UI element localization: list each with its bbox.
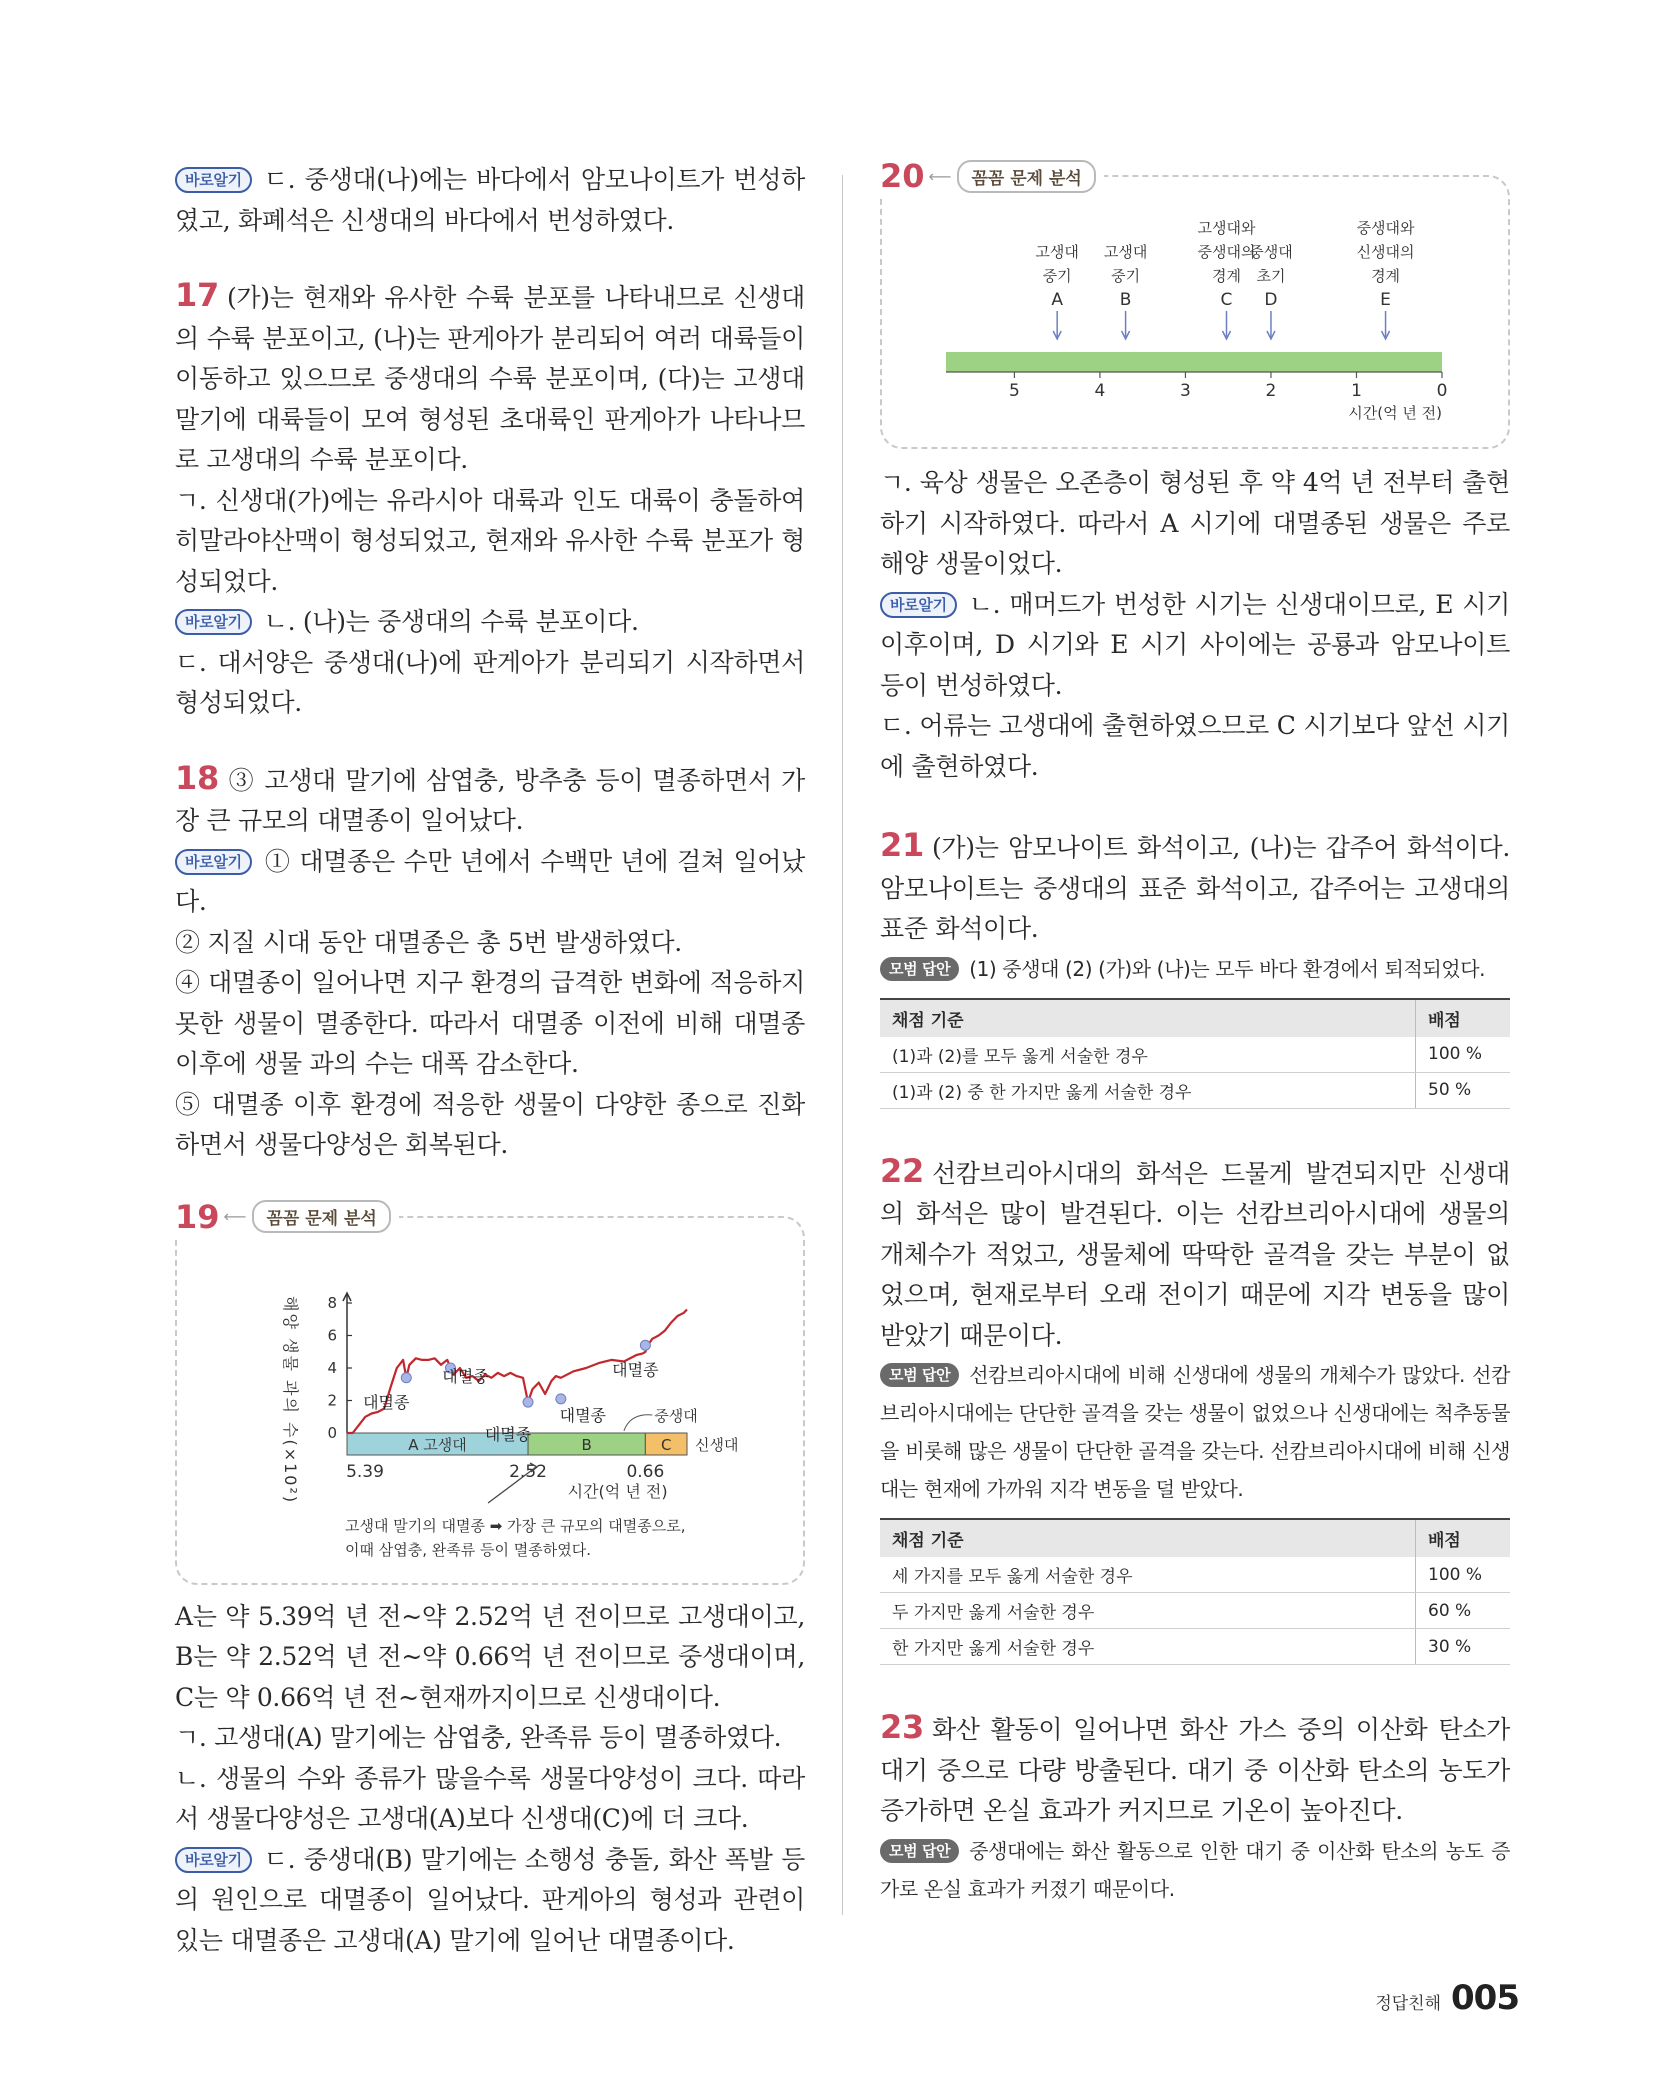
analysis-label: 꼼꼼 문제 분석 [957,160,1095,193]
criteria-cell: (1)과 (2)를 모두 옳게 서술한 경우 [880,1037,1416,1073]
extinction-label: 대멸종 [559,1405,607,1425]
criteria-cell: (1)과 (2) 중 한 가지만 옳게 서술한 경우 [880,1072,1416,1108]
marker-letter: D [1264,290,1278,310]
x-tick-label: 0.66 [626,1461,665,1482]
question-number: 19 [175,1197,220,1236]
points-cell: 100 % [1416,1037,1511,1073]
q23-intro: 23 화산 활동이 일어나면 화산 가스 중의 이산화 탄소가 대기 중으로 다량 방출된다. 대기 중 이산화 탄소의 농도가 증가하면 온실 효과가 커지므로 기온이 높아진다. [880,1708,1510,1825]
q18-option-4: ④ 대멸종이 일어나면 지구 환경의 급격한 변화에 적응하지 못한 생물이 멸종한다. 따라서 대멸종 이전에 비해 대멸종 이후에 생물 과의 수는 대폭 감소한다. [175,968,805,1078]
table-row [880,1593,1510,1629]
marker-letter: C [1220,290,1233,310]
era-mesozoic-label: 중생대 [654,1406,698,1425]
q18-intro: 18 ③ 고생대 말기에 삼엽충, 방추충 등이 멸종하면서 가장 큰 규모의 대멸종이 일어났다. [175,758,805,835]
extinction-point [640,1340,650,1350]
points-header: 배점 [1416,1519,1511,1557]
question-number: 17 [175,276,219,314]
q19-analysis-box [175,1197,805,1585]
correction-tag: 바로알기 [175,849,252,875]
y-tick-label: 6 [327,1326,337,1344]
q18-option-2: ② 지질 시대 동안 대멸종은 총 5번 발생하였다. [175,927,682,957]
marker-caption: 중기 [1111,267,1141,285]
footer-label: 정답친해 [1375,1994,1442,2014]
marker-caption: 초기 [1256,267,1286,285]
table-row [880,1557,1510,1593]
timeline-axis-label: 시간(억 년 전) [1348,404,1442,422]
y-tick-label: 8 [327,1293,337,1312]
page-footer [1375,1978,1519,2018]
x-axis-label: 시간(억 년 전) [567,1481,668,1501]
q20-option-d: ㄷ. 어류는 고생대에 출현하였으므로 C 시기보다 앞선 시기에 출현하였다. [880,711,1510,781]
correction-tag: 바로알기 [880,592,957,618]
y-tick-label: 0 [327,1423,337,1442]
q18-option-5: ⑤ 대멸종 이후 환경에 적응한 생물이 다양한 종으로 진화하면서 생물다양성은 회복된다. [175,1089,805,1159]
column-divider [842,175,843,1915]
timeline-tick-label: 0 [1436,381,1448,401]
q19-paragraph: A는 약 5.39억 년 전~약 2.52억 년 전이므로 고생대이고, B는 약 2.52억 년 전~약 0.66억 년 전이므로 중생대이며, C는 약 0.66억 년 전~현재까지이므로 신생대이다. [175,1601,805,1712]
note-line-1: 고생대 말기의 대멸종 ➡ 가장 큰 규모의 대멸종으로, [345,1516,686,1535]
era-segment-label: B [581,1435,592,1454]
extinction-label: 대멸종 [442,1366,489,1386]
era-segment-label: A 고생대 [408,1435,467,1454]
table-header-row [880,1519,1510,1557]
criteria-cell: 한 가지만 옳게 서술한 경우 [880,1629,1416,1665]
extinction-chart [177,1218,803,1579]
marker-caption: 중생대와 [1356,219,1415,237]
q20-option-g: ㄱ. 육상 생물은 오존층이 형성된 후 약 4억 년 전부터 출현하기 시작하였다. 따라서 A 시기에 대멸종된 생물은 주로 해양 생물이었다. [880,468,1510,578]
correction-tag: 바로알기 [175,609,252,635]
q17-option-n: 바로알기 ㄴ. (나)는 중생대의 수륙 분포이다. [175,602,805,643]
timeline-tick-label: 5 [1008,381,1020,401]
question-number: 23 [880,1708,924,1746]
timeline-tick-label: 4 [1094,381,1106,401]
analysis-label: 꼼꼼 문제 분석 [252,1200,390,1233]
model-answer-tag: 모범 답안 [880,957,959,981]
points-cell: 100 % [1416,1557,1511,1593]
marker-caption: 경계 [1371,267,1401,285]
correction-tag: 바로알기 [175,167,252,193]
q20-option-n: 바로알기 ㄴ. 매머드가 번성한 시기는 신생대이므로, E 시기 이후이며, D 시기와 E 시기 사이에는 공룡과 암모나이트 등이 번성하였다. [880,589,1510,700]
extinction-point [556,1393,566,1403]
question-number: 20 [880,157,925,195]
criteria-cell: 세 가지를 모두 옳게 서술한 경우 [880,1557,1416,1593]
extinction-point [401,1372,411,1382]
y-axis-label: 해양 생물 과의 수(×10²) [281,1295,300,1504]
marker-letter: A [1051,290,1063,310]
right-column [880,157,1510,1908]
points-cell: 50 % [1416,1072,1511,1108]
marker-caption: 신생대의 [1356,243,1415,261]
timeline-tick-label: 3 [1180,381,1191,401]
era-segment-label: C [660,1435,672,1454]
q23-model-answer: 모범 답안 중생대에는 화산 활동으로 인한 대기 중 이산화 탄소의 농도 증가로 온실 효과가 커졌기 때문이다. [880,1838,1510,1901]
x-tick-label: 5.39 [346,1461,384,1482]
marker-caption: 중생대의 [1197,243,1256,261]
mesozoic-pointer [624,1414,652,1430]
marker-caption: 중기 [1042,267,1072,285]
marker-letter: B [1119,290,1132,310]
extinction-label: 대멸종 [484,1424,532,1444]
correction-tag: 바로알기 [175,1847,252,1873]
q19-option-g: ㄱ. 고생대(A) 말기에는 삼엽충, 완족류 등이 멸종하였다. [175,1723,782,1752]
question-number: 21 [880,826,924,864]
timeline-tick-label: 1 [1351,381,1362,401]
era-cenozoic-label: 신생대 [695,1435,739,1454]
x-tick-label: 2.52 [509,1461,547,1482]
table-row [880,1037,1510,1073]
table-row [880,1072,1510,1108]
points-cell: 30 % [1416,1629,1511,1665]
model-answer-tag: 모범 답안 [880,1839,959,1863]
dash-icon: ⟵ [928,166,952,186]
note-line-2: 이때 삼엽충, 완족류 등이 멸종하였다. [345,1540,591,1559]
timeline-tick-label: 2 [1265,381,1277,401]
extinction-label: 대멸종 [612,1359,659,1379]
criteria-cell: 두 가지만 옳게 서술한 경우 [880,1593,1416,1629]
q19-option-d: 바로알기 ㄷ. 중생대(B) 말기에는 소행성 충돌, 화산 폭발 등의 원인으로 대멸종이 일어났다. 판게아의 형성과 관련이 있는 대멸종은 고생대(A) 말기에 일어난 대멸종이다. [175,1844,805,1955]
dash-icon: ⟵ [223,1207,247,1226]
table-row [880,1629,1510,1665]
timeline-bar [946,352,1442,372]
marker-caption: 고생대와 [1197,219,1256,237]
marker-caption: 중생대 [1249,243,1293,261]
q22-intro: 22 선캄브리아시대의 화석은 드물게 발견되지만 신생대의 화석은 많이 발견된다. 이는 선캄브리아시대에 생물의 개체수가 적었고, 생물체에 딱딱한 골격을 갖는 부분이 없었으며, 현재로부터 오래 전이기 때문에 지각 변동을 많이 받았기 때문이다. [880,1151,1510,1350]
page-number: 005 [1451,1978,1519,2018]
q16-correction: 바로알기 ㄷ. 중생대(나)에는 바다에서 암모나이트가 번성하였고, 화폐석은 신생대의 바다에서 번성하였다. [175,165,805,235]
q21-model-answer: 모범 답안 (1) 중생대 (2) (가)와 (나)는 모두 바다 환경에서 퇴적되었다. [880,950,1510,988]
extinction-label: 대멸종 [363,1392,410,1412]
q17-option-g: ㄱ. 신생대(가)에는 유라시아 대륙과 인도 대륙이 충돌하여 히말라야산맥이 형성되었고, 현재와 유사한 수륙 분포가 형성되었다. [175,485,805,596]
points-header: 배점 [1416,999,1511,1037]
q22-model-answer: 모범 답안 선캄브리아시대에 비해 신생대에 생물의 개체수가 많았다. 선캄브리아시대에는 단단한 골격을 갖는 생물이 없었으나 신생대에는 척추동물을 비롯해 많은 생물이 단단한 골격을 갖는다. 선캄브리아시대에 비해 신생대는 현재에 가까워 지각 변동을 덜 받았다. [880,1363,1510,1501]
criteria-header: 채점 기준 [880,999,1416,1037]
marker-caption: 경계 [1212,267,1241,285]
points-cell: 60 % [1416,1593,1511,1629]
q21-scoring-table [880,998,1510,1109]
q17-option-d: ㄷ. 대서양은 중생대(나)에 판게아가 분리되기 시작하면서 형성되었다. [175,647,805,717]
marker-letter: E [1380,290,1391,310]
marker-caption: 고생대 [1035,243,1079,261]
q17-intro: 17 (가)는 현재와 유사한 수륙 분포를 나타내므로 신생대의 수륙 분포이고, (나)는 판게아가 분리되어 여러 대륙들이 이동하고 있으므로 중생대의 수륙 분포이며, (다)는 고생대 말기에 대륙들이 모여 형성된 초대륙인 판게아가 나타나므로 고생대의 수륙 분포이다. [175,276,805,474]
timeline-chart [882,177,1508,443]
y-tick-label: 4 [327,1358,337,1377]
question-number: 18 [175,758,219,797]
y-tick-label: 2 [327,1391,337,1409]
q18-option-1: 바로알기 ① 대멸종은 수만 년에서 수백만 년에 걸쳐 일어났다. [175,846,805,916]
question-number: 22 [880,1151,924,1190]
left-column [175,160,805,1961]
q21-intro: 21 (가)는 암모나이트 화석이고, (나)는 갑주어 화석이다. 암모나이트는 중생대의 표준 화석이고, 갑주어는 고생대의 표준 화석이다. [880,826,1510,943]
marker-caption: 고생대 [1103,243,1148,261]
q20-analysis-box [880,157,1510,449]
model-answer-tag: 모범 답안 [880,1363,959,1387]
criteria-header: 채점 기준 [880,1519,1416,1557]
q19-option-n: ㄴ. 생물의 수와 종류가 많을수록 생물다양성이 크다. 따라서 생물다양성은 고생대(A)보다 신생대(C)에 더 크다. [175,1763,805,1833]
q22-scoring-table [880,1518,1510,1665]
extinction-point [523,1397,533,1407]
table-header-row [880,999,1510,1037]
